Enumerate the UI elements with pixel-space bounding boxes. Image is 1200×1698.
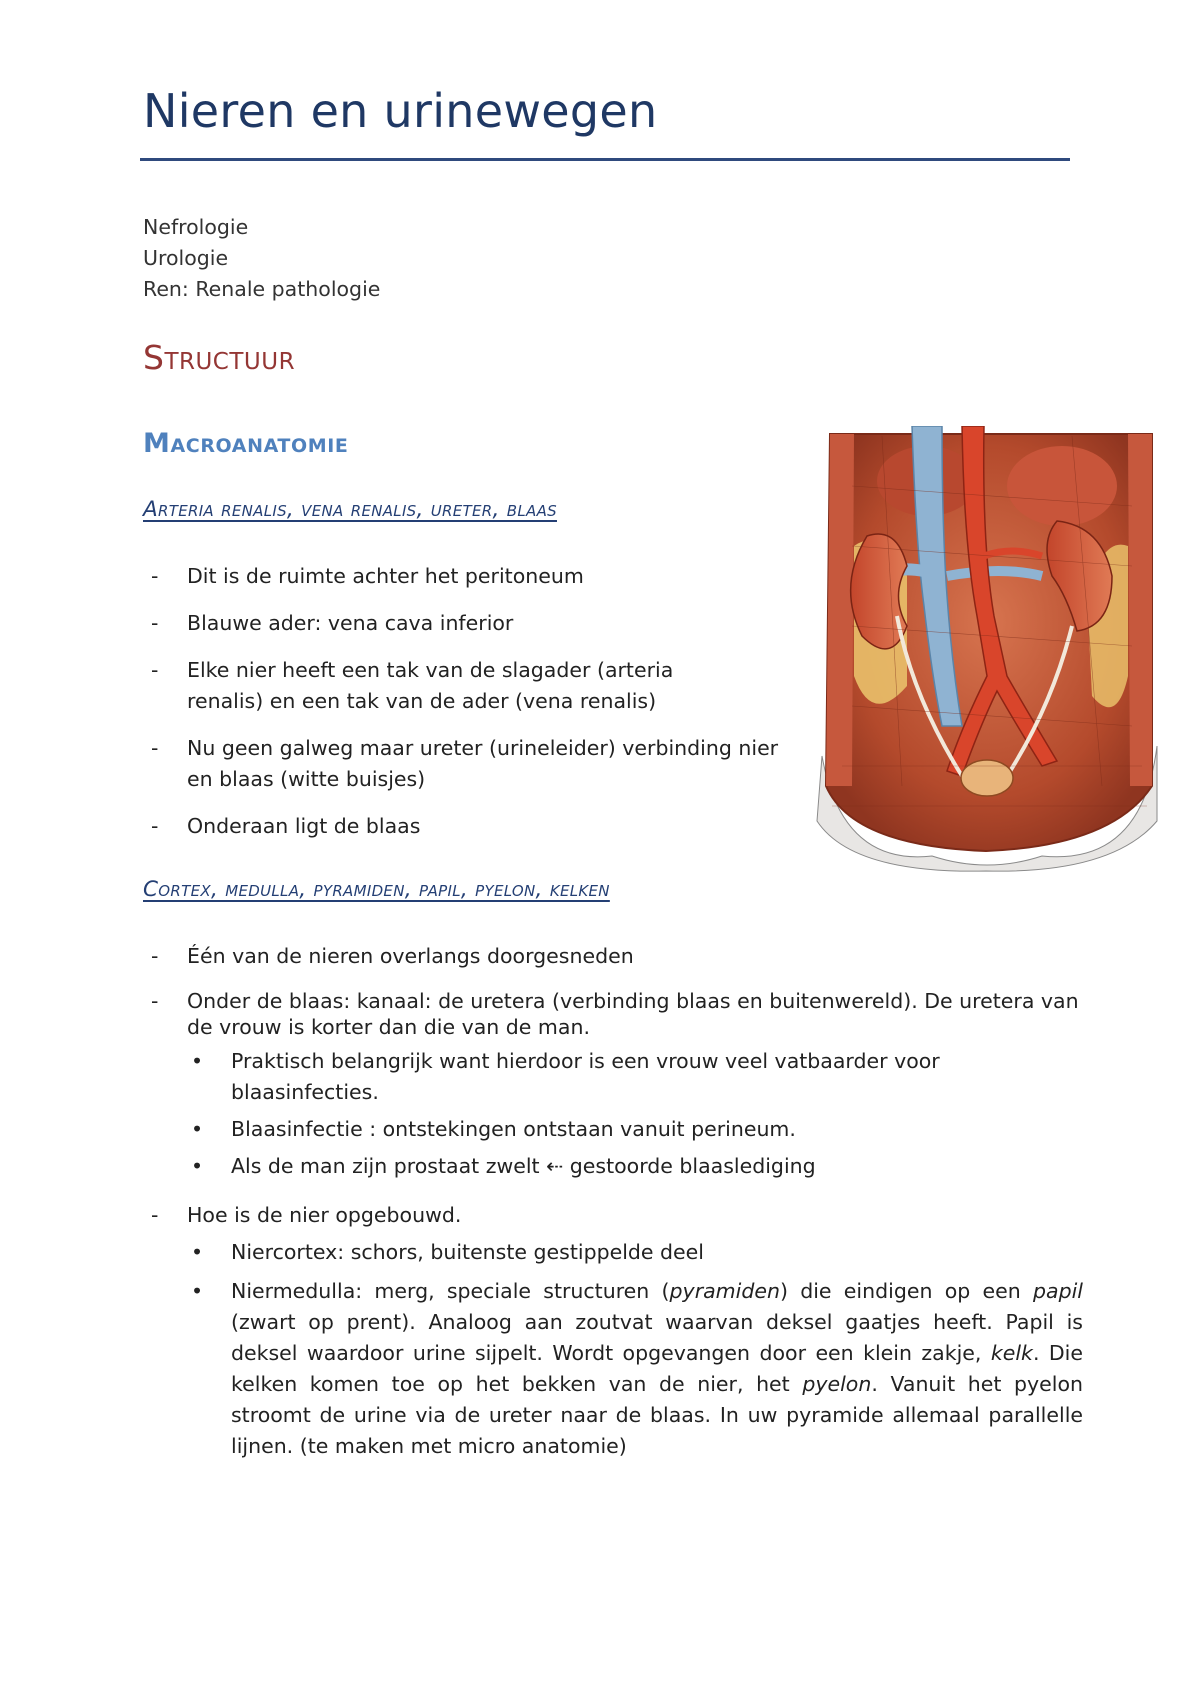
bullet-marker: •: [191, 1240, 204, 1264]
bullet-marker: •: [191, 1279, 204, 1303]
list-item-text: Één van de nieren overlangs doorgesneden: [187, 944, 634, 968]
list-item: [143, 561, 803, 592]
list-item-text: Onder de blaas: kanaal: de uretera (verbinding blaas en buitenwereld). De uretera van de vrouw is korter dan die van de man.: [187, 989, 1079, 1039]
meta-item-urologie: Urologie: [143, 246, 229, 270]
dash-marker: -: [151, 611, 159, 635]
list-arteria: [143, 561, 803, 842]
sub-item: [143, 1276, 1083, 1462]
kidney-anatomy-illustration: [812, 426, 1160, 874]
bullet-marker: •: [191, 1117, 204, 1141]
list-item: [143, 608, 803, 639]
list-item: [143, 811, 803, 842]
sub-item: [143, 1151, 1083, 1182]
sub-item-text: Praktisch belangrijk want hierdoor is een vrouw veel vatbaarder voor blaasinfecties.: [231, 1049, 940, 1104]
heading-arteria-renalis: Arteria renalis, vena renalis, ureter, blaas: [143, 497, 557, 522]
sub-item-text: Niermedulla: merg, speciale structuren (pyramiden) die eindigen op een papil (zwart op prent). Analoog aan zoutvat waarvan deksel gaatjes heeft. Papil is deksel waardoor urine sijpelt. Wordt opgevangen door een klein zakje, kelk. Die kelken komen toe op het bekken van de nier, het pyelon. Vanuit het pyelon stroomt de urine via de ureter naar de blaas. In uw pyramide allemaal parallelle lijnen. (te maken met micro anatomie): [231, 1279, 1083, 1458]
heading-cortex-medulla: Cortex, medulla, pyramiden, papil, pyelon, kelken: [143, 877, 610, 902]
list-item: [143, 733, 807, 795]
list-item: [143, 941, 1083, 972]
dash-marker: -: [151, 1203, 159, 1227]
list-cortex: [143, 941, 1083, 1462]
list-item: [143, 1200, 1083, 1231]
sub-item-text: Als de man zijn prostaat zwelt ⇠ gestoorde blaaslediging: [231, 1154, 816, 1178]
kidney-anatomy-drawing: [812, 426, 1160, 874]
subsection-heading-macroanatomie: Macroanatomie: [143, 428, 349, 459]
dash-marker: -: [151, 944, 159, 968]
sub-item: [143, 1114, 1083, 1145]
sub-item: [143, 1237, 1083, 1268]
dash-marker: -: [151, 658, 159, 682]
sub-item-text: Blaasinfectie : ontstekingen ontstaan vanuit perineum.: [231, 1117, 796, 1141]
dash-marker: -: [151, 564, 159, 588]
sub-item: [143, 1046, 1083, 1108]
section-heading-structuur: Structuur: [143, 338, 296, 377]
list-item-text: Nu geen galweg maar ureter (urineleider) verbinding nier en blaas (witte buisjes): [187, 736, 779, 791]
list-item: [143, 655, 727, 717]
dash-marker: -: [151, 736, 159, 760]
meta-item-ren: Ren: Renale pathologie: [143, 277, 381, 301]
title-underline: [140, 158, 1070, 161]
list-item-text: Blauwe ader: vena cava inferior: [187, 611, 514, 635]
dash-marker: -: [151, 814, 159, 838]
list-item-text: Onderaan ligt de blaas: [187, 814, 421, 838]
sub-item-text: Niercortex: schors, buitenste gestippelde deel: [231, 1240, 704, 1264]
page-title: Nieren en urinewegen: [143, 84, 658, 138]
list-item-text: Elke nier heeft een tak van de slagader (arteria renalis) en een tak van de ader (vena renalis): [187, 658, 674, 713]
bullet-marker: •: [191, 1154, 204, 1178]
list-item-text: Dit is de ruimte achter het peritoneum: [187, 564, 584, 588]
list-item: [143, 988, 1083, 1040]
list-item-text: Hoe is de nier opgebouwd.: [187, 1203, 462, 1227]
meta-list: [143, 212, 380, 305]
bullet-marker: •: [191, 1049, 204, 1073]
meta-item-nefrologie: Nefrologie: [143, 215, 249, 239]
dash-marker: -: [151, 989, 159, 1013]
